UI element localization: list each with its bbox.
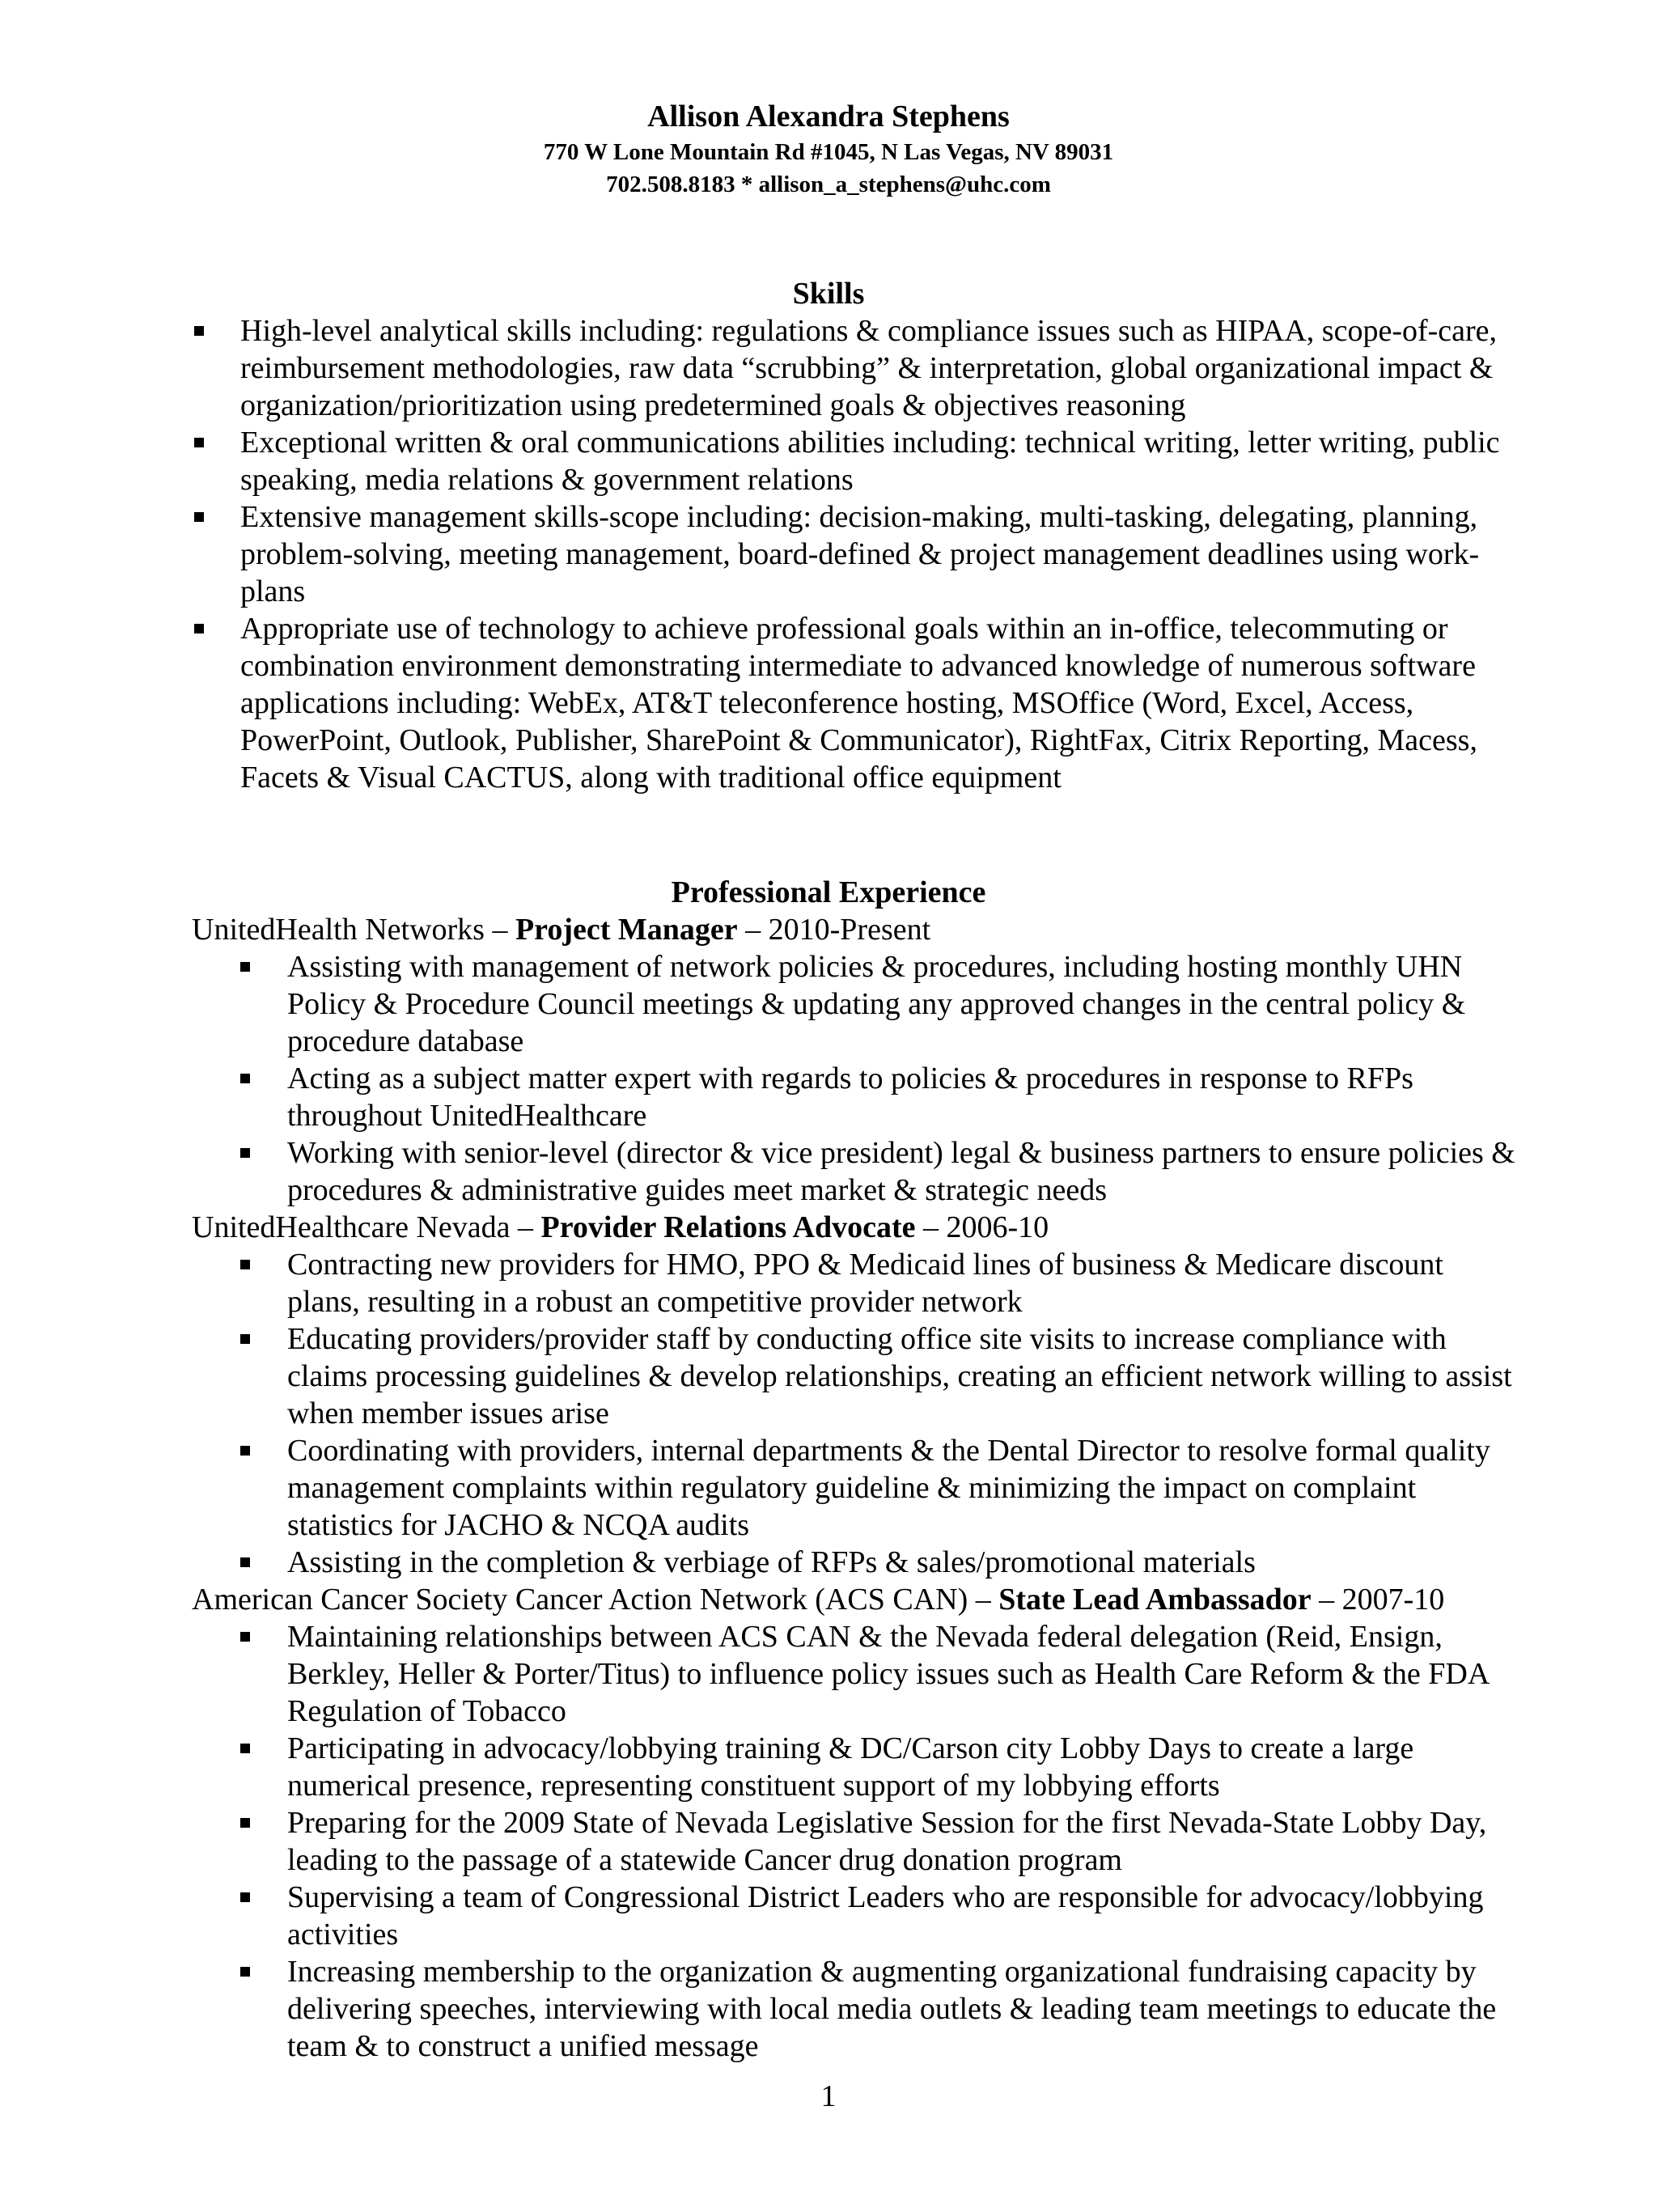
skill-text: High-level analytical skills including: regulations & compliance issues such as HIPAA, scope-of-care, reimbursement methodologies, raw data “scrubbing” & interpretation, global organizational impact & organization/prioritization using predetermined goals & objectives reasoning (240, 314, 1498, 422)
job-duties-list (192, 1246, 1519, 1581)
duty-item (287, 1246, 1519, 1320)
duty-text: Acting as a subject matter expert with regards to policies & procedures in response to RFPs throughout UnitedHealthcare (287, 1062, 1413, 1133)
square-bullet-icon (194, 512, 204, 522)
duty-item (287, 1060, 1519, 1134)
square-bullet-icon (194, 438, 204, 447)
job-dates: – 2010-Present (737, 913, 931, 947)
duty-text: Contracting new providers for HMO, PPO & Medicaid lines of business & Medicare discount plans, resulting in a robust an competitive provider network (287, 1248, 1443, 1319)
job-role: State Lead Ambassador (998, 1583, 1312, 1617)
duty-text: Working with senior-level (director & vice president) legal & business partners to ensure policies & procedures & administrative guides meet market & strategic needs (287, 1136, 1515, 1207)
duty-text: Increasing membership to the organization & augmenting organizational fundraising capacity by delivering speeches, interviewing with local media outlets & leading team meetings to educate the team & to construct a unified message (287, 1955, 1497, 2063)
job-dates: – 2006-10 (915, 1210, 1049, 1244)
square-bullet-icon (240, 962, 250, 972)
job-organization: American Cancer Society Cancer Action Network (ACS CAN) – (192, 1583, 999, 1617)
duty-item (287, 1432, 1519, 1544)
duty-item (287, 1804, 1519, 1879)
job-role: Project Manager (515, 913, 738, 947)
square-bullet-icon (194, 326, 204, 336)
job-duties-list (192, 1618, 1519, 2065)
resume-address: 770 W Lone Mountain Rd #1045, N Las Vegas, NV 89031 (543, 139, 1114, 165)
duty-item (287, 1730, 1519, 1804)
skill-item (192, 424, 1519, 498)
square-bullet-icon (240, 1632, 250, 1642)
square-bullet-icon (194, 624, 204, 634)
job-header (192, 1581, 1519, 1618)
job-role: Provider Relations Advocate (540, 1210, 916, 1244)
square-bullet-icon (240, 1744, 250, 1753)
skill-item (192, 312, 1519, 424)
duty-item (287, 1618, 1519, 1730)
skill-item (192, 610, 1519, 796)
resume-name: Allison Alexandra Stephens (647, 100, 1010, 133)
duty-item (287, 1953, 1519, 2065)
job-organization: UnitedHealthcare Nevada – (192, 1210, 541, 1244)
skill-text: Appropriate use of technology to achieve professional goals within an in-office, telecommuting or combination environment demonstrating intermediate to advanced knowledge of numerous software applications including: WebEx, AT&T teleconference hosting, MSOffice (Word, Excel, Access, PowerPoint, Outlook, Publisher, SharePoint & Communicator), RightFax, Citrix Reporting, Macess, Facets & Visual CACTUS, along with traditional office equipment (240, 612, 1477, 795)
square-bullet-icon (240, 1148, 250, 1158)
job-dates: – 2007-10 (1311, 1583, 1445, 1617)
experience-section (192, 911, 1519, 2065)
job-duties-list (192, 948, 1519, 1209)
duty-item (287, 1544, 1519, 1581)
skills-heading: Skills (792, 277, 865, 311)
duty-text: Preparing for the 2009 State of Nevada Legislative Session for the first Nevada-State Lobby Day, leading to the passage of a statewide Cancer drug donation program (287, 1806, 1487, 1877)
duty-item (287, 948, 1519, 1060)
duty-item (287, 1134, 1519, 1209)
duty-item (287, 1320, 1519, 1432)
duty-text: Educating providers/provider staff by conducting office site visits to increase compliance with claims processing guidelines & develop relationships, creating an efficient network willing to assist when member issues arise (287, 1322, 1512, 1430)
square-bullet-icon (240, 1260, 250, 1269)
duty-text: Assisting with management of network policies & procedures, including hosting monthly UHN Policy & Procedure Council meetings & updating any approved changes in the central policy & procedure database (287, 950, 1466, 1058)
square-bullet-icon (240, 1334, 250, 1344)
job-header (192, 911, 1519, 948)
duty-text: Assisting in the completion & verbiage of RFPs & sales/promotional materials (287, 1545, 1256, 1579)
skill-text: Exceptional written & oral communications abilities including: technical writing, letter writing, public speaking, media relations & government relations (240, 426, 1500, 497)
duty-text: Coordinating with providers, internal departments & the Dental Director to resolve formal quality management complaints within regulatory guideline & minimizing the impact on complaint statistics for JACHO & NCQA audits (287, 1434, 1490, 1542)
duty-text: Maintaining relationships between ACS CAN & the Nevada federal delegation (Reid, Ensign, Berkley, Heller & Porter/Titus) to influence policy issues such as Health Care Reform & the FDA Regulation of Tobacco (287, 1620, 1489, 1728)
skills-list (192, 312, 1519, 796)
square-bullet-icon (240, 1557, 250, 1567)
experience-heading: Professional Experience (671, 875, 986, 909)
job-organization: UnitedHealth Networks – (192, 913, 515, 947)
square-bullet-icon (240, 1967, 250, 1977)
duty-text: Supervising a team of Congressional District Leaders who are responsible for advocacy/lobbying activities (287, 1880, 1484, 1951)
duty-text: Participating in advocacy/lobbying training & DC/Carson city Lobby Days to create a large numerical presence, representing constituent support of my lobbying efforts (287, 1731, 1414, 1803)
resume-contact: 702.508.8183 * allison_a_stephens@uhc.com (606, 172, 1051, 197)
page-number: 1 (820, 2079, 837, 2113)
square-bullet-icon (240, 1892, 250, 1902)
job-header (192, 1209, 1519, 1246)
square-bullet-icon (240, 1818, 250, 1828)
skill-item (192, 498, 1519, 610)
duty-item (287, 1879, 1519, 1953)
skill-text: Extensive management skills-scope including: decision-making, multi-tasking, delegating, planning, problem-solving, meeting management, board-defined & project management deadlines using work-plans (240, 500, 1480, 608)
square-bullet-icon (240, 1074, 250, 1083)
square-bullet-icon (240, 1446, 250, 1456)
